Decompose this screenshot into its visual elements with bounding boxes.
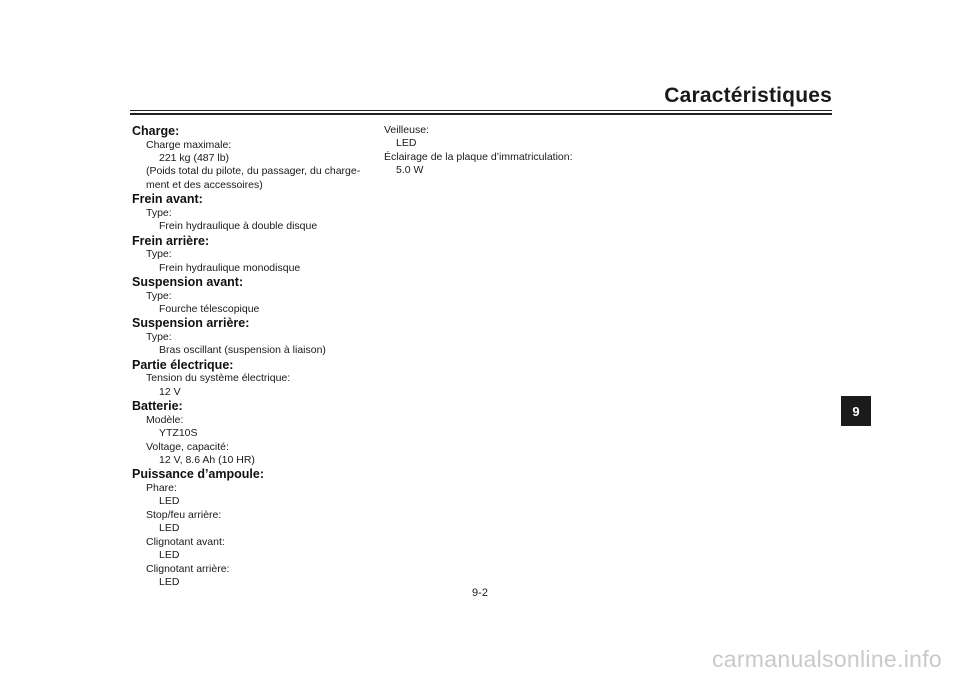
header-rule-thick: [130, 113, 832, 115]
spec-label: Veilleuse:: [384, 124, 429, 136]
chapter-tab: 9: [841, 396, 871, 426]
spec-value: Bras oscillant (suspension à liaison): [159, 344, 326, 357]
spec-label: Phare:: [146, 482, 177, 495]
watermark: carmanualsonline.info: [711, 646, 942, 672]
page-number: 9-2: [472, 587, 488, 599]
spec-value: Frein hydraulique à double disque: [159, 220, 318, 233]
section-heading: Charge:: [132, 124, 180, 138]
section-heading: Batterie:: [132, 399, 183, 414]
spec-value: 221 kg (487 lb): [159, 152, 230, 164]
spec-label: Type:: [146, 248, 172, 261]
spec-value: YTZ10S: [159, 427, 198, 440]
spec-value: 5.0 W: [396, 164, 424, 177]
section-heading: Suspension avant:: [132, 275, 244, 290]
spec-label: Stop/feu arrière:: [146, 508, 222, 521]
spec-label: Clignotant arrière:: [146, 562, 230, 575]
page-header: [130, 84, 832, 116]
spec-value: Fourche télescopique: [159, 303, 260, 316]
spec-value: LED: [159, 495, 180, 508]
spec-value: 12 V, 8.6 Ah (10 HR): [159, 454, 255, 467]
spec-value: LED: [396, 137, 417, 150]
spec-label: Modèle:: [146, 413, 184, 426]
section-heading: Puissance d’ampoule:: [132, 467, 264, 482]
spec-label: (Poids total du pilote, du passager, du charge-: [146, 165, 361, 178]
spec-value: 12 V: [159, 385, 181, 398]
spec-label: Type:: [146, 331, 172, 344]
page-title: Caractéristiques: [664, 84, 832, 107]
spec-label: Tension du système électrique:: [146, 372, 291, 385]
section-heading: Frein arrière:: [132, 233, 210, 248]
spec-value: Frein hydraulique monodisque: [159, 261, 301, 274]
spec-label: Voltage, capacité:: [146, 440, 229, 453]
spec-value: LED: [159, 575, 180, 588]
spec-label: ment et des accessoires): [146, 178, 263, 191]
section-heading: Partie électrique:: [132, 357, 234, 372]
spec-value: LED: [159, 549, 180, 562]
section-heading: Frein avant:: [132, 192, 203, 207]
spec-label: Charge maximale:: [146, 138, 232, 151]
left-column: [132, 124, 362, 589]
spec-value: LED: [159, 522, 180, 535]
section-heading: Suspension arrière:: [132, 316, 250, 331]
spec-label: Type:: [146, 289, 172, 302]
spec-label: Type:: [146, 206, 172, 219]
right-column: [384, 124, 614, 178]
spec-label: Clignotant avant:: [146, 535, 225, 548]
spec-label: Éclairage de la plaque d’immatriculation:: [384, 150, 573, 163]
header-rule-thin: [130, 110, 832, 111]
